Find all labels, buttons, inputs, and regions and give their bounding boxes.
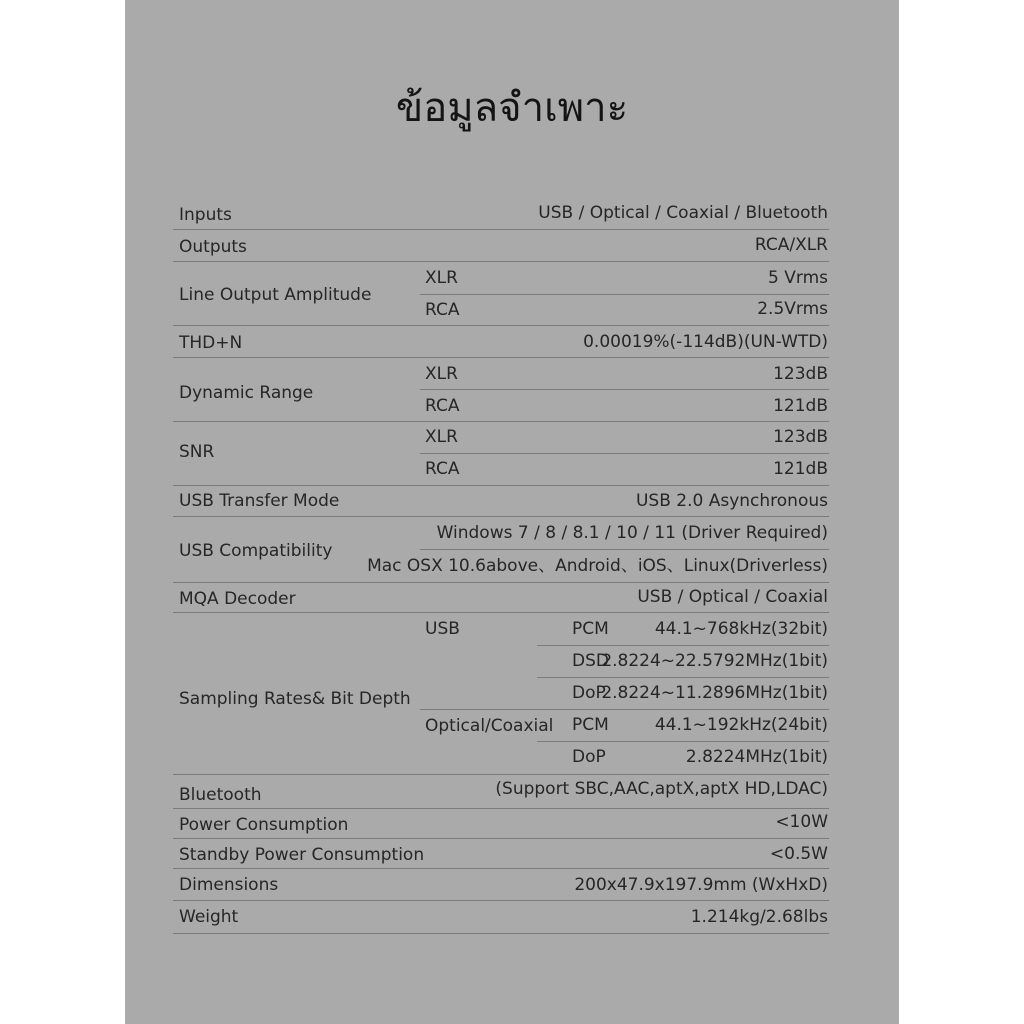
snr-xlr: XLR <box>425 427 458 447</box>
row-divider <box>537 741 829 742</box>
sampling-label: Sampling Rates& Bit Depth <box>179 689 411 709</box>
row-divider <box>173 229 829 230</box>
outputs-value: RCA/XLR <box>754 235 828 255</box>
snr-rca-value: 121dB <box>773 459 828 479</box>
power-value: <10W <box>775 812 828 832</box>
snr-xlr-value: 123dB <box>773 427 828 447</box>
line-output-rca: RCA <box>425 300 460 320</box>
inputs-label: Inputs <box>179 205 232 225</box>
mqa-value: USB / Optical / Coaxial <box>637 587 828 607</box>
dynamic-range-label: Dynamic Range <box>179 383 314 403</box>
row-divider <box>420 453 829 454</box>
sampling-optical: Optical/Coaxial <box>425 716 554 736</box>
page-title: ข้อมูลจำเพาะ <box>395 85 629 131</box>
usb-transfer-label: USB Transfer Mode <box>179 491 340 511</box>
line-output-label: Line Output Amplitude <box>179 285 372 305</box>
row-divider <box>173 900 829 901</box>
row-divider <box>173 868 829 869</box>
row-divider <box>173 357 829 358</box>
dynamic-range-rca-value: 121dB <box>773 396 828 416</box>
row-divider <box>173 933 829 934</box>
row-divider <box>173 774 829 775</box>
thd-label: THD+N <box>179 333 243 353</box>
row-divider <box>173 582 829 583</box>
opt-dop-value: 2.8224MHz(1bit) <box>685 747 828 767</box>
row-divider <box>420 389 829 390</box>
sampling-usb: USB <box>425 619 460 639</box>
mqa-label: MQA Decoder <box>179 589 296 609</box>
snr-rca: RCA <box>425 459 460 479</box>
row-divider <box>173 516 829 517</box>
row-divider <box>173 612 829 613</box>
inputs-value: USB / Optical / Coaxial / Bluetooth <box>538 203 828 223</box>
bluetooth-value: (Support SBC,AAC,aptX,aptX HD,LDAC) <box>495 779 828 799</box>
row-divider <box>537 677 829 678</box>
line-output-rca-value: 2.5Vrms <box>757 299 828 319</box>
usb-pcm-value: 44.1~768kHz(32bit) <box>654 619 828 639</box>
standby-label: Standby Power Consumption <box>179 845 425 865</box>
dynamic-range-xlr-value: 123dB <box>773 364 828 384</box>
row-divider <box>173 838 829 839</box>
usb-transfer-value: USB 2.0 Asynchronous <box>635 491 828 511</box>
row-divider <box>537 645 829 646</box>
snr-label: SNR <box>179 442 215 462</box>
usb-compat-label: USB Compatibility <box>179 541 333 561</box>
usb-dsd-format: DSD <box>572 651 609 671</box>
row-divider <box>173 421 829 422</box>
outputs-label: Outputs <box>179 237 247 257</box>
opt-pcm-value: 44.1~192kHz(24bit) <box>654 715 828 735</box>
dynamic-range-rca: RCA <box>425 396 460 416</box>
usb-pcm-format: PCM <box>572 619 609 639</box>
usb-dsd-value: 2.8224~22.5792MHz(1bit) <box>601 651 828 671</box>
row-divider <box>173 261 829 262</box>
dimensions-value: 200x47.9x197.9mm (WxHxD) <box>574 875 828 895</box>
dimensions-label: Dimensions <box>179 875 279 895</box>
line-output-xlr: XLR <box>425 268 458 288</box>
spec-panel <box>125 0 899 1024</box>
row-divider <box>173 325 829 326</box>
usb-compat-mac: Mac OSX 10.6above、Android、iOS、Linux(Driverless) <box>367 556 828 576</box>
bluetooth-label: Bluetooth <box>179 785 262 805</box>
usb-compat-windows: Windows 7 / 8 / 8.1 / 10 / 11 (Driver Required) <box>436 523 828 543</box>
row-divider <box>420 709 829 710</box>
usb-dop-value: 2.8224~11.2896MHz(1bit) <box>601 683 828 703</box>
row-divider <box>173 485 829 486</box>
dynamic-range-xlr: XLR <box>425 364 458 384</box>
opt-dop-format: DoP <box>572 747 606 767</box>
line-output-xlr-value: 5 Vrms <box>768 268 828 288</box>
usb-dop-format: DoP <box>572 683 606 703</box>
weight-value: 1.214kg/2.68lbs <box>690 907 828 927</box>
standby-value: <0.5W <box>769 844 828 864</box>
power-label: Power Consumption <box>179 815 349 835</box>
thd-value: 0.00019%(-114dB)(UN-WTD) <box>583 332 828 352</box>
row-divider <box>420 549 829 550</box>
weight-label: Weight <box>179 907 239 927</box>
opt-pcm-format: PCM <box>572 715 609 735</box>
row-divider <box>173 808 829 809</box>
row-divider <box>420 294 829 295</box>
